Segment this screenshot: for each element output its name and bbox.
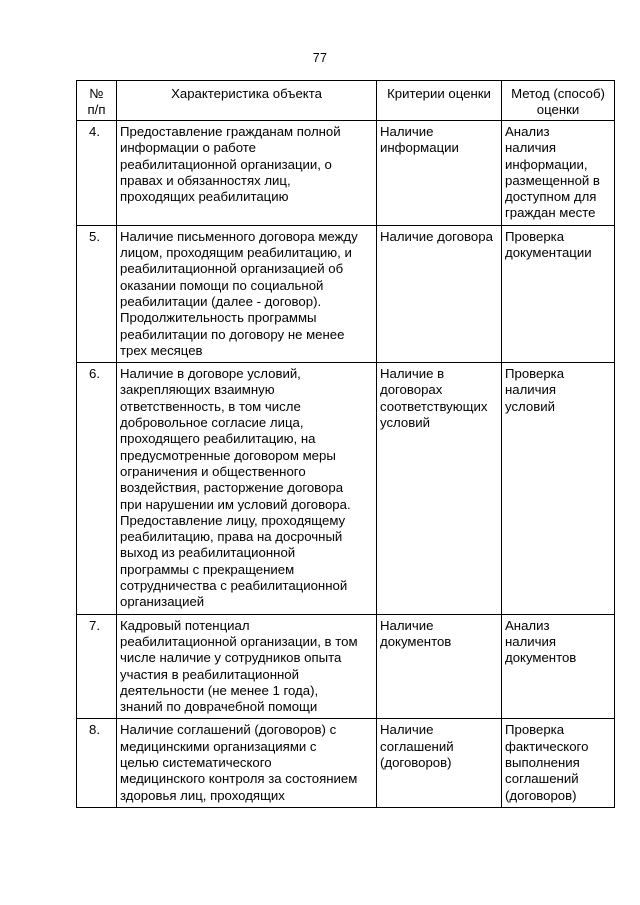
row-number: 8. bbox=[77, 719, 117, 807]
table-row bbox=[77, 121, 615, 226]
row-characteristic: Наличие в договоре условий, закрепляющих взаимную ответственность, в том числе добровольное согласие лица, проходящего реабилитацию, на предусмотренные договором меры ограничения и общественного воздействия, расторжение договора при нарушении им условий договора. Предоставление лицу, проходящему реабилитацию, права на досрочный выход из реабилитационной программы с прекращением сотрудничества с реабилитационной организацией bbox=[117, 363, 377, 614]
row-characteristic: Наличие письменного договора между лицом, проходящим реабилитацию, и реабилитационной организацией об оказании помощи по социальной реабилитации (далее - договор). Продолжительность программы реабилитации по договору не менее трех месяцев bbox=[117, 225, 377, 362]
row-characteristic: Предоставление гражданам полной информации о работе реабилитационной организации, о правах и обязанностях лиц, проходящих реабилитацию bbox=[117, 121, 377, 226]
row-criteria: Наличие в договорах соответствующих условий bbox=[377, 363, 502, 614]
row-number: 5. bbox=[77, 225, 117, 362]
row-characteristic: Наличие соглашений (договоров) с медицинскими организациями с целью систематического медицинского контроля за состоянием здоровья лиц, проходящих bbox=[117, 719, 377, 807]
page-number: 77 bbox=[312, 51, 328, 65]
header-characteristic: Характеристика объекта bbox=[117, 81, 377, 121]
row-method: Проверка наличия условий bbox=[502, 363, 615, 614]
row-method: Анализ наличия информации, размещенной в доступном для граждан месте bbox=[502, 121, 615, 226]
header-criteria: Критерии оценки bbox=[377, 81, 502, 121]
row-number: 4. bbox=[77, 121, 117, 226]
row-characteristic: Кадровый потенциал реабилитационной организации, в том числе наличие у сотрудников опыта участия в реабилитационной деятельности (не менее 1 года), знаний по доврачебной помощи bbox=[117, 614, 377, 719]
row-criteria: Наличие договора bbox=[377, 225, 502, 362]
row-method: Проверка фактического выполнения соглашений (договоров) bbox=[502, 719, 615, 807]
row-method: Анализ наличия документов bbox=[502, 614, 615, 719]
table-row bbox=[77, 614, 615, 719]
row-number: 6. bbox=[77, 363, 117, 614]
header-method: Метод (способ) оценки bbox=[502, 81, 615, 121]
row-criteria: Наличие документов bbox=[377, 614, 502, 719]
row-criteria: Наличие соглашений (договоров) bbox=[377, 719, 502, 807]
row-method: Проверка документации bbox=[502, 225, 615, 362]
criteria-table bbox=[76, 80, 615, 808]
row-number: 7. bbox=[77, 614, 117, 719]
table-row bbox=[77, 719, 615, 807]
table-row bbox=[77, 225, 615, 362]
header-number: № п/п bbox=[77, 81, 117, 121]
row-criteria: Наличие информации bbox=[377, 121, 502, 226]
table-header-row bbox=[77, 81, 615, 121]
table-row bbox=[77, 363, 615, 614]
